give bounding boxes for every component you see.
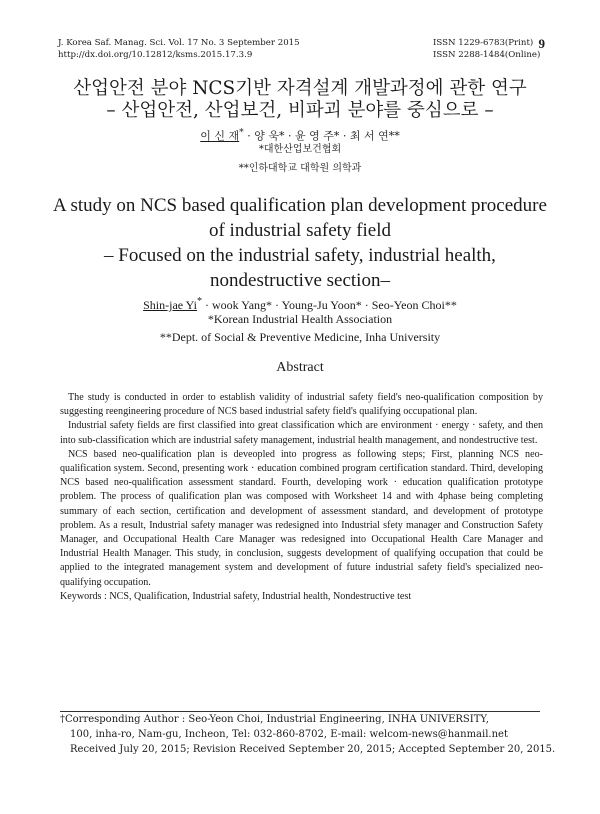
english-title-line2: of industrial safety field [208, 220, 392, 241]
english-title-line1: A study on NCS based qualification plan development procedure [53, 195, 547, 216]
doi-link[interactable]: http://dx.doi.org/10.12812/ksms.2015.17.3.9 [58, 50, 253, 60]
english-title [0, 193, 600, 293]
korean-title [0, 78, 600, 122]
english-authors [0, 294, 600, 313]
english-title-line4: nondestructive section– [210, 270, 390, 291]
english-title-line3: – Focused on the industrial safety, industrial health, [104, 245, 496, 266]
footnote-line-1: †Corresponding Author : Seo-Yeon Choi, Industrial Engineering, INHA UNIVERSITY, [60, 714, 489, 725]
journal-citation: J. Korea Saf. Manag. Sci. Vol. 17 No. 3 September 2015 [58, 38, 300, 48]
abstract-body [60, 391, 543, 604]
korean-affiliation-1: *대한산업보건협회 [258, 144, 342, 155]
page-number: 9 [538, 36, 545, 51]
issn-online: ISSN 2288-1484(Online) [433, 50, 541, 60]
keywords: Keywords : NCS, Qualification, Industrial safety, Industrial health, Nondestructive test [60, 590, 412, 602]
english-affiliation-2: **Dept. of Social & Preventive Medicine, Inha University [159, 330, 441, 344]
issn-print: ISSN 1229-6783(Print) [433, 38, 534, 48]
header-left [58, 37, 300, 61]
abstract-heading: Abstract [276, 360, 324, 375]
english-affiliation-1: *Korean Industrial Health Association [207, 312, 393, 326]
english-first-author: Shin-jae Yi [143, 298, 198, 312]
korean-affiliation-2: **인하대학교 대학원 의학과 [238, 163, 362, 174]
header-right [433, 37, 540, 61]
korean-title-line2: – 산업안전, 산업보건, 비파괴 분야를 중심으로 – [106, 100, 494, 121]
korean-authors [0, 126, 600, 144]
korean-first-author-mark: * [239, 127, 244, 138]
footnote-line-2: 100, inha-ro, Nam-gu, Incheon, Tel: 032-860-8702, E-mail: welcom-news@hanmail.net [70, 729, 508, 740]
corresponding-author-footnote [60, 712, 556, 757]
abstract-paragraph-3: NCS based neo-qualification plan is deveopled into progress as following steps; First, planning NCS neo-qualification system. Second, presenting work · education combined program certification standard. Third, developing NCS based neo-qualification assessment standard. Fourth, developing work · education qualification prototype problem. The process of qualification plan was composed with Worksheet 14 and with 4phase being completing summary of each section, certification and development of assessment standard, and development of prototype problem. As a result, Industrial safety manager was redesigned into Industrial sfety manager and Construction Safety Manager, and Occupational Health Care Manager was redesigned into Occupational Health Care Manager and Industrial Health Manager. This study, in conclusion, suggests development of qualifying occupation that could be applied to the integrated management system and development of future industrial safety field's specialized neo-qualifying occupation. [60, 448, 543, 588]
abstract-paragraph-1: The study is conducted in order to establish validity of industrial safety field's neo-qualification composition by suggesting reengineering procedure of NCS based industrial safety field's qualifying occupational plan. [60, 392, 543, 418]
english-other-authors: · wook Yang* · Young-Ju Yoon* · Seo-Yeon Choi** [202, 298, 457, 312]
footnote-line-3: Received July 20, 2015; Revision Received September 20, 2015; Accepted September 20, 2015. [70, 744, 556, 755]
korean-first-author: 이 신 재 [200, 129, 240, 143]
korean-title-line1: 산업안전 분야 NCS기반 자격설계 개발과정에 관한 연구 [73, 78, 527, 99]
korean-other-authors: · 양 욱* · 윤 영 주* · 최 서 연** [243, 129, 400, 143]
english-first-author-mark: * [197, 296, 203, 307]
abstract-paragraph-2: Industrial safety fields are first classified into great classification which are environment · energy · safety, and then into sub-classification which are industrial safety management, industrial health management, and nondestructive test. [60, 420, 543, 446]
